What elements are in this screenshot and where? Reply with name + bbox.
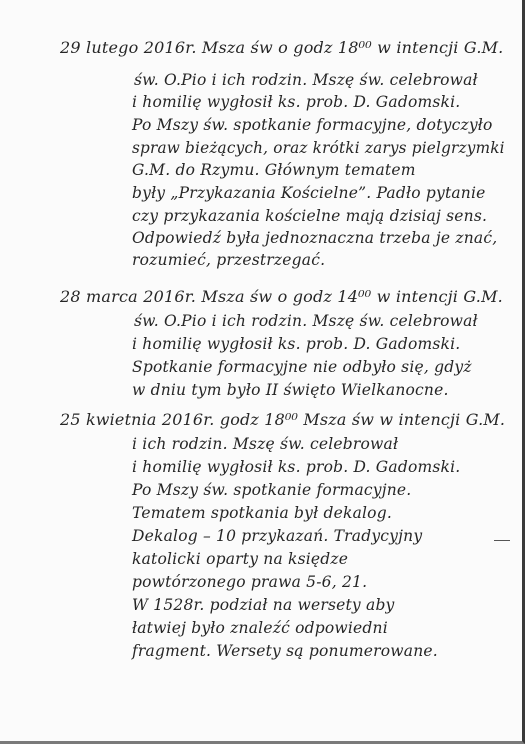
entry-line: Dekalog – 10 przykazań. Tradycyjny <box>132 527 423 545</box>
entry-line: św. O.Pio i ich rodzin. Mszę św. celebrował <box>134 312 478 330</box>
entry-line: Spotkanie formacyjne nie odbyło się, gdyż <box>132 358 472 376</box>
entry-line: Po Mszy św. spotkanie formacyjne. <box>132 481 412 499</box>
entry-line: św. O.Pio i ich rodzin. Mszę św. celebrował <box>134 71 478 89</box>
entry-line: G.M. do Rzymu. Głównym tematem <box>132 161 416 179</box>
entry-line: W 1528r. podział na wersety aby <box>132 596 395 614</box>
entry-line: łatwiej było znaleźć odpowiedni <box>132 619 388 637</box>
entry-line: w dniu tym było II święto Wielkanocne. <box>132 381 449 399</box>
entry-line: były „Przykazania Kościelne”. Padło pytanie <box>132 184 486 202</box>
entry-line: Tematem spotkania był dekalog. <box>132 504 392 522</box>
entry-line: 29 lutego 2016r. Msza św o godz 18⁰⁰ w intencji G.M. <box>60 38 504 57</box>
entry-line: i homilię wygłosił ks. prob. D. Gadomski. <box>132 458 461 476</box>
entry-line: 25 kwietnia 2016r. godz 18⁰⁰ Msza św w intencji G.M. <box>60 410 506 429</box>
entry-line: 28 marca 2016r. Msza św o godz 14⁰⁰ w intencji G.M. <box>60 287 503 306</box>
entry-line: spraw bieżących, oraz krótki zarys pielgrzymki <box>132 139 505 157</box>
entry-line: i ich rodzin. Mszę św. celebrował <box>132 435 399 453</box>
margin-mark <box>494 540 510 541</box>
entry-line: fragment. Wersety są ponumerowane. <box>132 642 438 660</box>
entry-line: czy przykazania kościelne mają dzisiaj sens. <box>132 207 488 225</box>
entry-line: katolicki oparty na księdze <box>132 550 349 568</box>
entry-line: i homilię wygłosił ks. prob. D. Gadomski. <box>132 93 461 111</box>
entry-line: Po Mszy św. spotkanie formacyjne, dotyczyło <box>132 116 493 134</box>
entry-line: rozumieć, przestrzegać. <box>132 251 326 269</box>
entry-line: i homilię wygłosił ks. prob. D. Gadomski. <box>132 335 461 353</box>
entry-line: powtórzonego prawa 5-6, 21. <box>132 573 368 591</box>
entry-line: Odpowiedź była jednoznaczna trzeba je znać, <box>132 229 498 247</box>
